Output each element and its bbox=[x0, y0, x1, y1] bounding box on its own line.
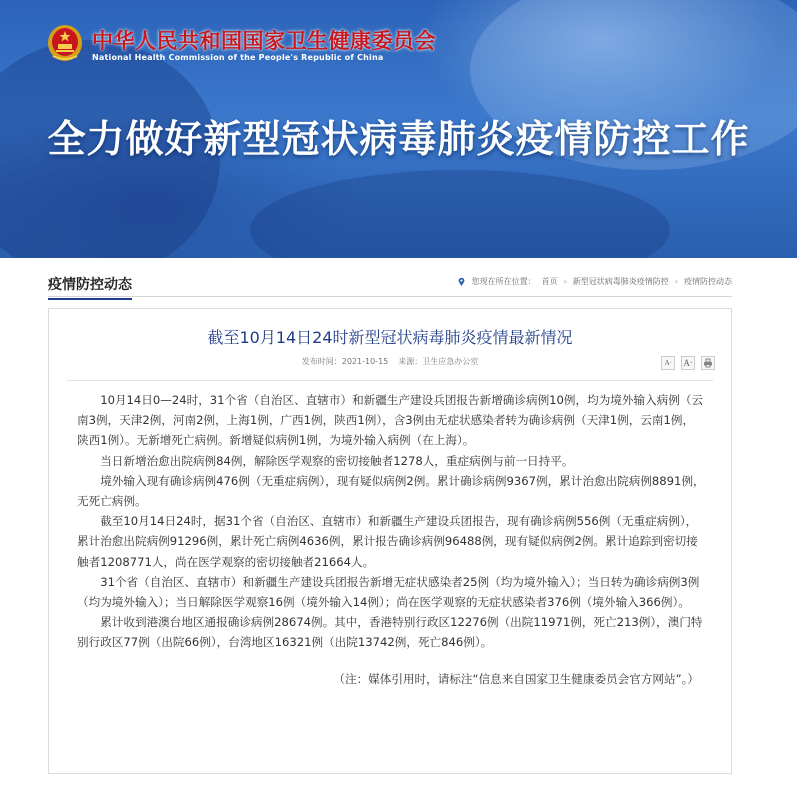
org-name-en[interactable]: National Health Commission of the People's Republic of China bbox=[92, 53, 384, 62]
article-paragraph: 境外输入现有确诊病例476例（无重症病例），现有疑似病例2例。累计确诊病例9367例，累计治愈出院病例8891例，无死亡病例。 bbox=[77, 473, 705, 509]
publish-date: 2021-10-15 bbox=[341, 357, 389, 366]
divider bbox=[67, 380, 713, 381]
national-emblem-icon[interactable] bbox=[47, 22, 83, 62]
print-button[interactable] bbox=[701, 356, 715, 370]
article-paragraph: 累计收到港澳台地区通报确诊病例28674例。其中，香港特别行政区12276例（出院11971例，死亡213例），澳门特别行政区77例（出院66例），台湾地区16321例（出院13742例，死亡846例）。 bbox=[77, 615, 703, 650]
article-title: 截至10月14日24时新型冠状病毒肺炎疫情最新情况 bbox=[207, 328, 573, 347]
article-container bbox=[48, 308, 732, 774]
source-label: 来源： bbox=[398, 357, 423, 366]
font-decrease-button[interactable]: A - bbox=[661, 356, 675, 370]
article-paragraph: 截至10月14日24时，据31个省（自治区、直辖市）和新疆生产建设兵团报告，现有确诊病例556例（无重症病例），累计治愈出院病例91296例，累计死亡病例4636例，累计报告确诊病例96488例，现有疑似病例2例。累计追踪到密切接触者1208771人，尚在医学观察的密切接触者21664人。 bbox=[77, 514, 698, 569]
article-tools bbox=[661, 356, 715, 370]
article-meta bbox=[49, 356, 731, 367]
breadcrumb-prefix: 您现在所在位置： bbox=[471, 277, 536, 286]
banner-title: 全力做好新型冠状病毒肺炎疫情防控工作 bbox=[47, 117, 750, 161]
article-paragraph: 31个省（自治区、直辖市）和新疆生产建设兵团报告新增无症状感染者25例（均为境外输入）；当日转为确诊病例3例（均为境外输入）；当日解除医学观察16例（境外输入14例）；尚在医学观察的无症状感染者376例（境外输入366例）。 bbox=[77, 574, 700, 610]
breadcrumb-item-home[interactable]: 首页 bbox=[541, 277, 558, 286]
printer-icon bbox=[703, 358, 713, 368]
article-body bbox=[77, 390, 705, 689]
article-paragraph: 10月14日0—24时，31个省（自治区、直辖市）和新疆生产建设兵团报告新增确诊病例10例，均为境外输入病例（云南3例，天津2例，河南2例，上海1例，广西1例，陕西1例），含3例由无症状感染者转为确诊病例（天津1例，云南1例，陕西1例）。无新增死亡病例。新增疑似病例1例，为境外输入病例（在上海）。 bbox=[77, 393, 704, 448]
article-source: 卫生应急办公室 bbox=[422, 357, 479, 366]
breadcrumb-item-covid[interactable]: 新型冠状病毒肺炎疫情防控 bbox=[572, 277, 669, 286]
banner-decoration bbox=[250, 170, 670, 258]
article-paragraph: 当日新增治愈出院病例84例，解除医学观察的密切接触者1278人，重症病例与前一日持平。 bbox=[100, 453, 574, 468]
chevron-right-icon: › bbox=[674, 277, 678, 286]
chevron-right-icon: › bbox=[563, 277, 567, 286]
font-increase-button[interactable]: A + bbox=[681, 356, 695, 370]
location-pin-icon bbox=[457, 277, 466, 286]
org-name-cn[interactable]: 中华人民共和国国家卫生健康委员会 bbox=[92, 29, 436, 53]
header-banner bbox=[0, 0, 797, 258]
section-header bbox=[48, 272, 732, 297]
publish-label: 发布时间： bbox=[301, 357, 342, 366]
section-title: 疫情防控动态 bbox=[48, 274, 132, 300]
article-note: （注：媒体引用时，请标注“信息来自国家卫生健康委员会官方网站”。） bbox=[333, 671, 699, 686]
breadcrumb-item-current[interactable]: 疫情防控动态 bbox=[684, 277, 732, 286]
breadcrumb bbox=[457, 276, 732, 287]
